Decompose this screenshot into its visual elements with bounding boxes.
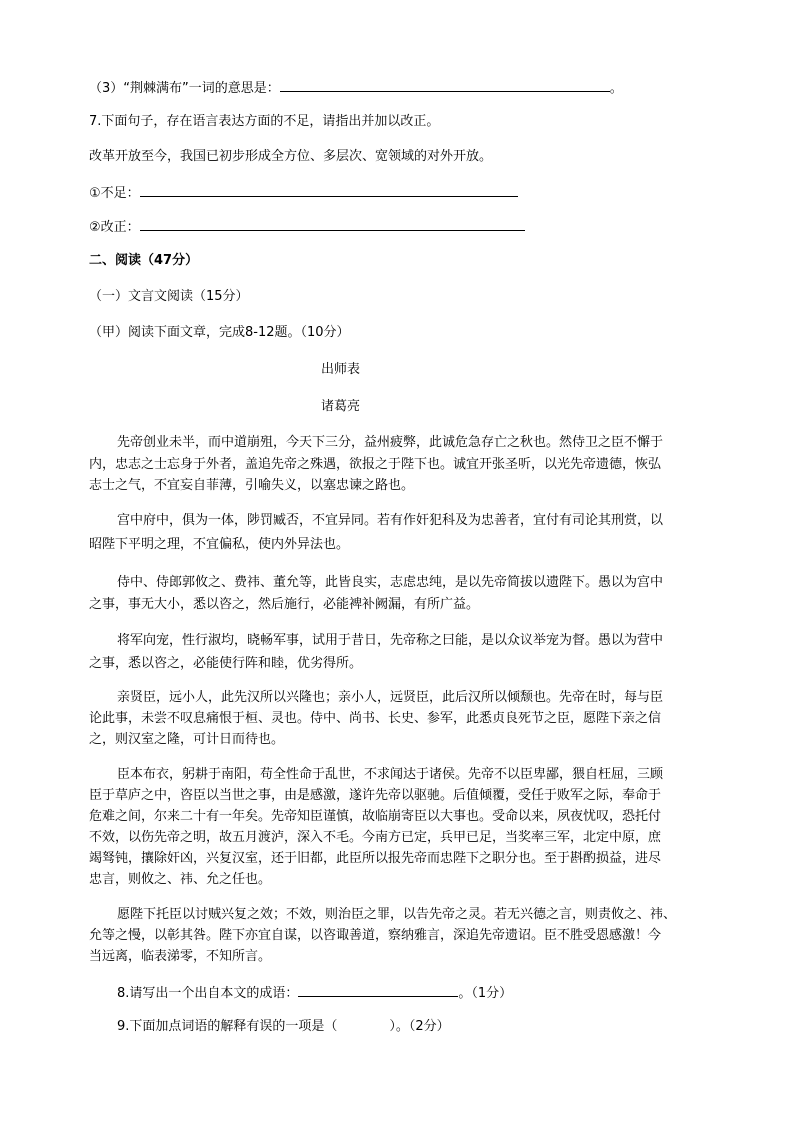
q6-3-line [89, 77, 623, 99]
q8-suffix: 。（1分） [458, 986, 513, 1001]
article-author: 诸葛亮 [321, 399, 361, 414]
q7-fix-blank[interactable] [140, 216, 525, 231]
para-2-line-1: 宫中府中，俱为一体，陟罚臧否，不宜异同。若有作奸犯科及为忠善者，宜付有司论其刑赏，以 [117, 513, 664, 528]
para-1-line-2: 内，忠志之士忘身于外者，盖追先帝之殊遇，欲报之于陛下也。诚宜开张圣听，以光先帝遗德，恢弘 [89, 457, 662, 472]
para-3-line-1: 侍中、侍郎郭攸之、费祎、董允等，此皆良实，志虑忠纯，是以先帝简拔以遗陛下。愚以为宫中 [117, 575, 664, 590]
q7-flaw-blank[interactable] [140, 182, 518, 197]
part-a-instruction: （甲）阅读下面文章，完成8-12题。（10分） [89, 325, 350, 340]
para-5-line-2: 论此事，未尝不叹息痛恨于桓、灵也。侍中、尚书、长史、参军，此悉贞良死节之臣，愿陛下亲之信 [89, 711, 662, 726]
q7-fix-label: ②改正： [89, 220, 140, 235]
para-7-line-1: 愿陛下托臣以讨贼兴复之效；不效，则治臣之罪，以告先帝之灵。若无兴德之言，则责攸之、祎、 [117, 907, 677, 922]
q9-line [117, 1017, 450, 1037]
q8-answer-blank[interactable] [298, 982, 458, 997]
para-6-line-6: 忠言，则攸之、祎、允之任也。 [89, 872, 272, 887]
para-7-line-3: 当远离，临表涕零，不知所言。 [89, 949, 272, 964]
para-1-line-3: 志士之气，不宜妄自菲薄，引喻失义，以塞忠谏之路也。 [89, 478, 415, 493]
q6-3-suffix: 。 [609, 81, 623, 96]
para-5-line-1: 亲贤臣，远小人，此先汉所以兴隆也；亲小人，远贤臣，此后汉所以倾颓也。先帝在时，每与臣 [117, 690, 664, 705]
para-7-line-2: 允等之慢，以彰其咎。陛下亦宜自谋，以咨诹善道，察纳雅言，深追先帝遗诏。臣不胜受恩感激！今 [89, 928, 662, 943]
para-2-line-2: 昭陛下平明之理，不宜偏私，使内外异法也。 [89, 537, 350, 552]
q7-sentence: 改革开放至今，我国已初步形成全方位、多层次、宽领域的对外开放。 [89, 149, 493, 164]
q8-prefix: 8.请写出一个出自本文的成语： [117, 986, 299, 1001]
q9-suffix: ）。（2分） [389, 1019, 450, 1034]
para-1-line-1: 先帝创业未半，而中道崩殂，今天下三分，益州疲弊，此诚危急存亡之秋也。然侍卫之臣不懈于 [117, 435, 664, 450]
section-2-title: 二、阅读（47分） [89, 253, 199, 268]
q9-prefix: 9.下面加点词语的解释有误的一项是（ [117, 1019, 338, 1034]
para-4-line-2: 之事，悉以咨之，必能使行阵和睦，优劣得所。 [89, 656, 363, 671]
q6-3-prefix: （3）“荆棘满布”一词的意思是： [89, 81, 280, 96]
para-6-line-3: 危难之间，尔来二十有一年矣。先帝知臣谨慎，故临崩寄臣以大事也。受命以来，夙夜忧叹，恐托付 [89, 809, 662, 824]
q7-flaw-label: ①不足： [89, 186, 140, 201]
para-3-line-2: 之事，事无大小，悉以咨之，然后施行，必能裨补阙漏，有所广益。 [89, 597, 480, 612]
para-6-line-2: 臣于草庐之中，咨臣以当世之事，由是感激，遂许先帝以驱驰。后值倾覆，受任于败军之际，奉命于 [89, 788, 662, 803]
q8-line [117, 982, 512, 1004]
para-6-line-4: 不效，以伤先帝之明，故五月渡泸，深入不毛。今南方已定，兵甲已足，当奖率三军，北定中原，庶 [89, 830, 662, 845]
section-2-1-title: （一）文言文阅读（15分） [89, 289, 249, 304]
para-4-line-1: 将军向宠，性行淑均，晓畅军事，试用于昔日，先帝称之曰能，是以众议举宠为督。愚以为营中 [117, 633, 664, 648]
q7-prompt: 7.下面句子，存在语言表达方面的不足，请指出并加以改正。 [89, 114, 440, 129]
q7-flaw-line [89, 182, 518, 204]
q7-fix-line [89, 216, 525, 238]
article-title: 出师表 [321, 362, 361, 377]
para-6-line-1: 臣本布衣，躬耕于南阳，苟全性命于乱世，不求闻达于诸侯。先帝不以臣卑鄙，猥自枉屈，三顾 [117, 767, 664, 782]
para-6-line-5: 竭驽钝，攘除奸凶，兴复汉室，还于旧都，此臣所以报先帝而忠陛下之职分也。至于斟酌损益，进尽 [89, 851, 662, 866]
q6-3-answer-blank[interactable] [280, 77, 610, 92]
para-5-line-3: 之，则汉室之隆，可计日而待也。 [89, 732, 285, 747]
